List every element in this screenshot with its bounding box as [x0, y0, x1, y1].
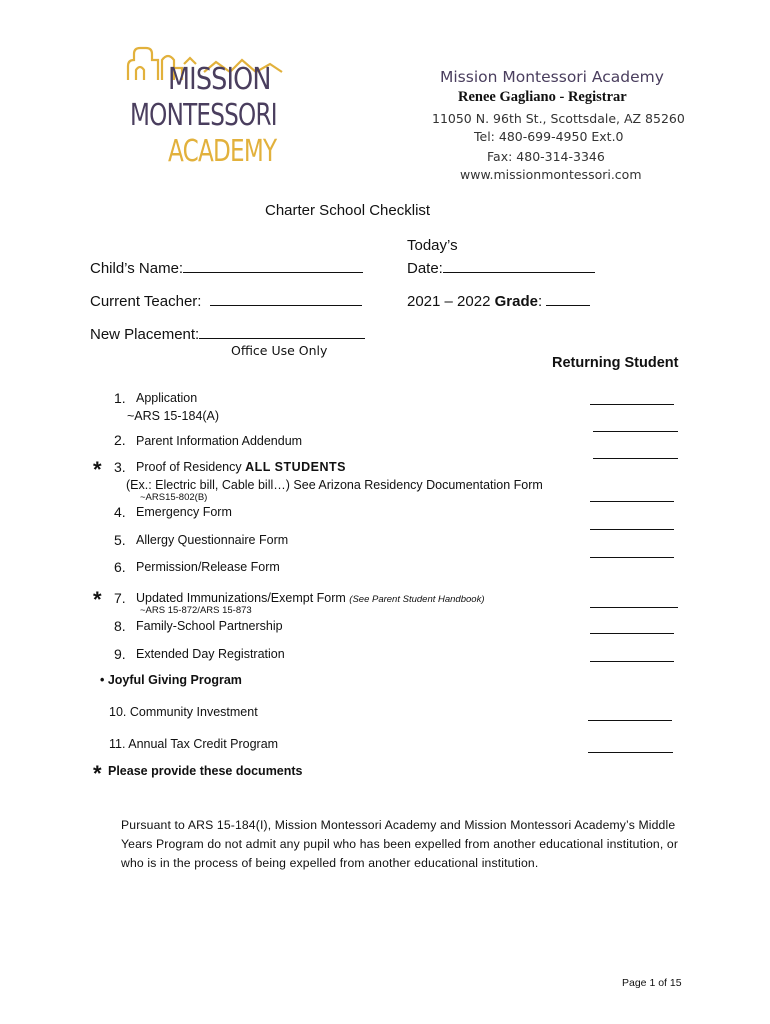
item-4-number: 4.: [114, 504, 126, 520]
item-2-number: 2.: [114, 432, 126, 448]
date-blank[interactable]: [443, 257, 595, 273]
childs-name-blank[interactable]: [183, 257, 363, 273]
returning-student-heading: Returning Student: [552, 355, 679, 371]
item-1-blank[interactable]: [590, 404, 674, 405]
item-11-label: 11. Annual Tax Credit Program: [109, 737, 279, 751]
item-3-text: Proof of Residency: [136, 460, 246, 474]
item-7-number: 7.: [114, 590, 126, 606]
new-placement-field[interactable]: [90, 323, 365, 343]
new-placement-label: New Placement:: [90, 326, 200, 343]
page-title: Charter School Checklist: [265, 202, 431, 219]
grade-field[interactable]: [407, 290, 590, 310]
item-6-number: 6.: [114, 559, 126, 575]
item-4-label: Emergency Form: [136, 505, 232, 519]
school-name: Mission Montessori Academy: [440, 68, 664, 86]
school-logo: [124, 42, 284, 178]
item-10-blank[interactable]: [588, 720, 672, 721]
school-address: 11050 N. 96th St., Scottsdale, AZ 85260: [432, 111, 685, 126]
page-number: Page 1 of 15: [622, 977, 682, 989]
childs-name-label: Child’s Name:: [90, 260, 184, 277]
date-label: Date:: [407, 260, 443, 277]
item-1-reference: ~ARS 15-184(A): [127, 409, 220, 423]
logo-text-mission: MISSION: [168, 62, 271, 97]
required-star-item-3: *: [93, 457, 102, 482]
registrar-name: Renee Gagliano - Registrar: [458, 89, 627, 105]
item-3-example: (Ex.: Electric bill, Cable bill…) See Arizona Residency Documentation Form: [126, 478, 543, 492]
provide-documents-note: Please provide these documents: [108, 764, 303, 778]
item-8-number: 8.: [114, 618, 126, 634]
item-7-note: (See Parent Student Handbook): [349, 594, 485, 605]
item-8-blank[interactable]: [590, 633, 674, 634]
item-5-number: 5.: [114, 532, 126, 548]
item-3-all-students: ALL STUDENTS: [245, 460, 347, 474]
item-9-label: Extended Day Registration: [136, 647, 285, 661]
item-2-blank[interactable]: [593, 431, 678, 432]
item-5-label: Allergy Questionnaire Form: [136, 533, 289, 547]
todays-label: Today’s: [407, 237, 458, 254]
new-placement-blank[interactable]: [199, 323, 365, 339]
item-8-label: Family-School Partnership: [136, 619, 283, 633]
expulsion-policy-paragraph: Pursuant to ARS 15-184(I), Mission Montessori Academy and Mission Montessori Academy’s Middle Years Program do not admit any pupil who has been expelled from another educational institution, or who is in the process of being expelled from another educational institution.: [121, 818, 679, 870]
current-teacher-label: Current Teacher:: [90, 293, 202, 310]
date-field[interactable]: [407, 257, 595, 277]
item-3-blank[interactable]: [593, 458, 678, 459]
item-7-reference: ~ARS 15-872/ARS 15-873: [140, 605, 252, 616]
item-9-number: 9.: [114, 646, 126, 662]
item-11-blank[interactable]: [588, 752, 673, 753]
grade-label: Grade: [494, 293, 538, 310]
joyful-giving-heading: • Joyful Giving Program: [100, 673, 242, 687]
item-3-reference: ~ARS15-802(B): [140, 492, 208, 503]
office-use-label: Office Use Only: [231, 343, 328, 358]
item-7-text: Updated Immunizations/Exempt Form: [136, 591, 350, 605]
item-4-blank[interactable]: [590, 501, 674, 502]
item-3-number: 3.: [114, 459, 126, 475]
logo-text-montessori: MONTESSORI: [130, 98, 277, 133]
childs-name-field[interactable]: [90, 257, 363, 277]
item-7-blank[interactable]: [590, 607, 678, 608]
item-3-label: [136, 460, 346, 474]
grade-colon: :: [537, 293, 543, 310]
item-5-blank[interactable]: [590, 529, 674, 530]
item-2-label: Parent Information Addendum: [136, 434, 303, 448]
school-fax: Fax: 480-314-3346: [487, 149, 605, 164]
grade-blank[interactable]: [546, 290, 590, 306]
item-9-blank[interactable]: [590, 661, 674, 662]
school-tel: Tel: 480-699-4950 Ext.0: [474, 129, 624, 144]
required-star-item-7: *: [93, 587, 102, 612]
item-1-number: 1.: [114, 390, 126, 406]
current-teacher-blank[interactable]: [210, 290, 362, 306]
item-6-label: Permission/Release Form: [136, 560, 280, 574]
school-website: www.missionmontessori.com: [460, 167, 642, 182]
current-teacher-field[interactable]: [90, 290, 362, 310]
logo-text-academy: ACADEMY: [168, 134, 277, 169]
item-7-label: [136, 591, 484, 605]
item-6-blank[interactable]: [590, 557, 674, 558]
required-star-note: *: [93, 761, 102, 786]
item-1-label: Application: [136, 391, 198, 405]
year-label: 2021 – 2022: [407, 293, 491, 310]
item-10-label: 10. Community Investment: [109, 705, 258, 719]
